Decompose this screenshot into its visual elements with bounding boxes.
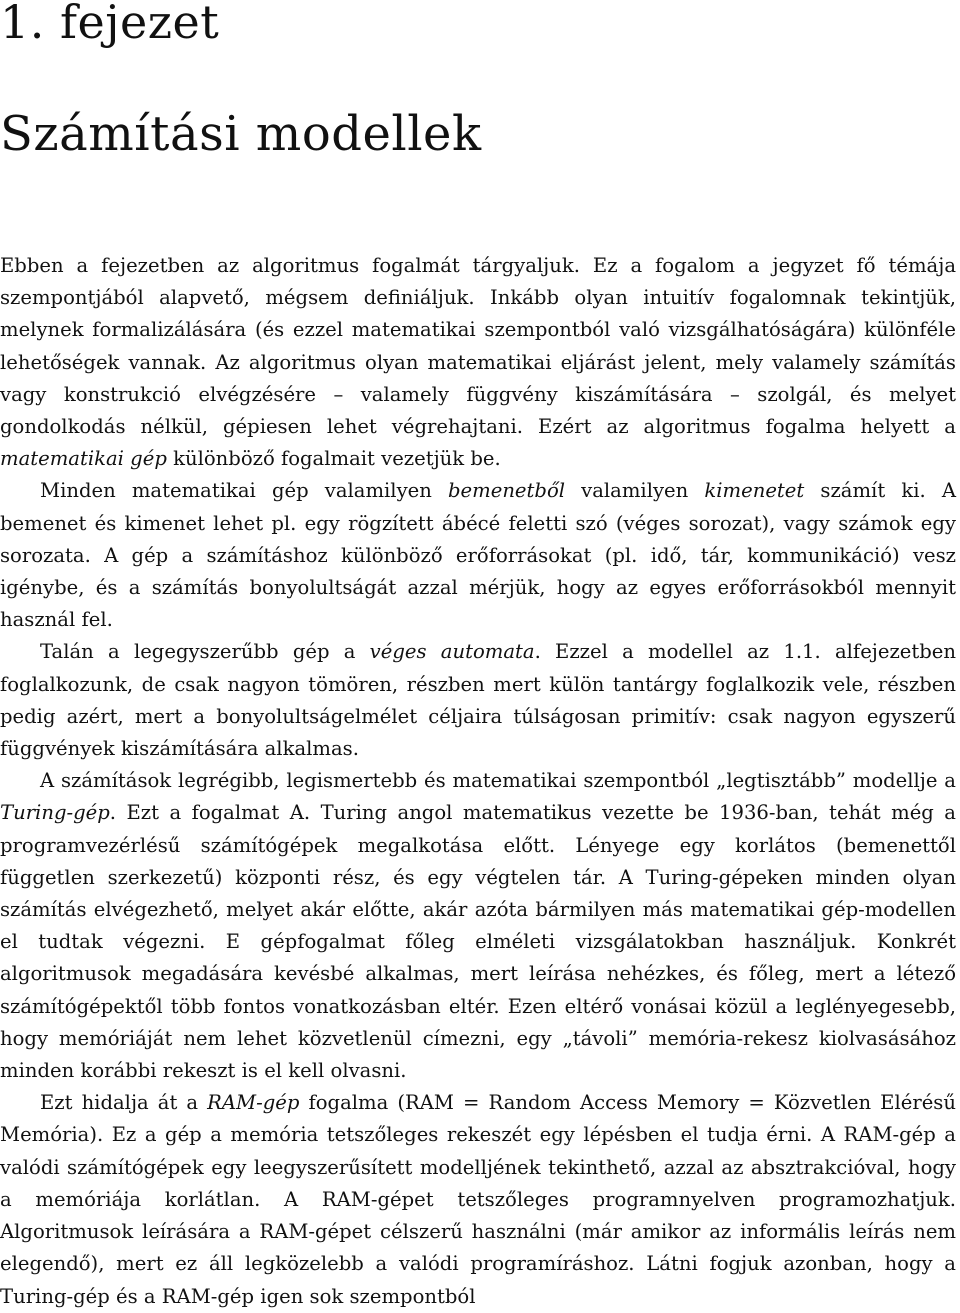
term-veges-automata: véges automata bbox=[369, 640, 535, 664]
paragraph-2-text-1: Minden matematikai gép valamilyen bbox=[40, 479, 448, 503]
paragraph-5 bbox=[0, 1087, 956, 1312]
paragraph-5-text-1: Ezt hidalja át a bbox=[40, 1091, 208, 1115]
paragraph-2 bbox=[0, 475, 956, 636]
paragraph-4-text-2: . Ezt a fogalmat A. Turing angol matematikus vezette be 1936-ban, tehát még a programvezérlésű számítógépek megalkotása előtt. Lényege egy korlátos (bemenettől független szerkezetű) központi rész, és egy végtelen tár. A Turing-gépeken minden olyan számítás elvégezhető, melyet akár előtte, akár azóta bármilyen más matematikai gép-modellen el tudtak végezni. E gépfogalmat főleg elméleti vizsgálatokban használjuk. Konkrét algoritmusok megadására kevésbé alkalmas, mert leírása nehézkes, és főleg, mert a létező számítógépektől több fontos vonatkozásban eltér. Ezen eltérő vonásai közül a leglényegesebb, hogy memóriáját nem lehet közvetlenül címezni, egy „távoli” memória-rekesz kiolvasásához minden korábbi rekeszt is el kell olvasni. bbox=[0, 801, 956, 1083]
paragraph-5-text-2: fogalma (RAM = Random Access Memory = Közvetlen Elérésű Memória). Ez a gép a memória tetszőleges rekeszét egy lépésben el tudja érni. A RAM-gép a valódi számítógépek egy leegyszerűsített modelljének tekinthető, azzal az absztrakcióval, hogy a memóriája korlátlan. A RAM-gépet tetszőleges programnyelven programozhatjuk. Algoritmusok leírására a RAM-gépet célszerű használni (már amikor az informális leírás nem elegendő), mert ez áll legközelebb a valódi programíráshoz. Látni fogjuk azonban, hogy a Turing-gép és a RAM-gép igen sok szempontból bbox=[0, 1091, 956, 1308]
paragraph-4-text-1: A számítások legrégibb, legismertebb és matematikai szempontból „legtisztább” modellje a bbox=[40, 769, 956, 793]
body-text bbox=[0, 250, 956, 1313]
paragraph-2-text-2: valamilyen bbox=[565, 479, 705, 503]
paragraph-4 bbox=[0, 765, 956, 1087]
term-kimenetet: kimenetet bbox=[704, 479, 805, 503]
paragraph-1-text-1: Ebben a fejezetben az algoritmus fogalmát tárgyaljuk. Ez a fogalom a jegyzet fő témája szempontjából alapvető, mégsem definiáljuk. Inkább olyan intuitív fogalomnak tekintjük, melynek formalizálására (és ezzel matematikai szempontból való vizsgálhatóságára) különféle lehetőségek vannak. Az algoritmus olyan matematikai eljárást jelent, mely valamely számítás vagy konstrukció elvégzésére – valamely függvény kiszámítására – szolgál, és melyet gondolkodás nélkül, gépiesen lehet végrehajtani. Ezért az algoritmus fogalma helyett a bbox=[0, 254, 956, 439]
paragraph-1 bbox=[0, 250, 956, 475]
paragraph-2-text-3: számít ki. A bemenet és kimenet lehet pl. egy rögzített ábécé feletti szó (véges sorozat), vagy számok egy sorozata. A gép a számításhoz különböző erőforrásokat (pl. idő, tár, kommunikáció) vesz igénybe, és a számítás bonyolultságát azzal mérjük, hogy az egyes erőforrásokból mennyit használ fel. bbox=[0, 479, 956, 632]
term-ram-gep: RAM-gép bbox=[207, 1091, 300, 1115]
paragraph-3-text-1: Talán a legegyszerűbb gép a bbox=[40, 640, 370, 664]
paragraph-3-text-2: . Ezzel a modellel az 1.1. alfejezetben foglalkozunk, de csak nagyon tömören, részben mert külön tantárgy foglalkozik vele, részben pedig azért, mert a bonyolultságelmélet céljaira túlságosan primitív: csak nagyon egyszerű függvények kiszámítására alkalmas. bbox=[0, 640, 957, 761]
chapter-number: 1. fejezet bbox=[0, 0, 220, 49]
term-matematikai-gep: matematikai gép bbox=[0, 447, 167, 471]
chapter-title: Számítási modellek bbox=[0, 106, 482, 162]
paragraph-1-text-2: különböző fogalmait vezetjük be. bbox=[166, 447, 501, 471]
paragraph-3 bbox=[0, 636, 956, 765]
term-bemenetbol: bemenetből bbox=[448, 479, 566, 503]
term-turing-gep: Turing-gép bbox=[0, 801, 110, 825]
